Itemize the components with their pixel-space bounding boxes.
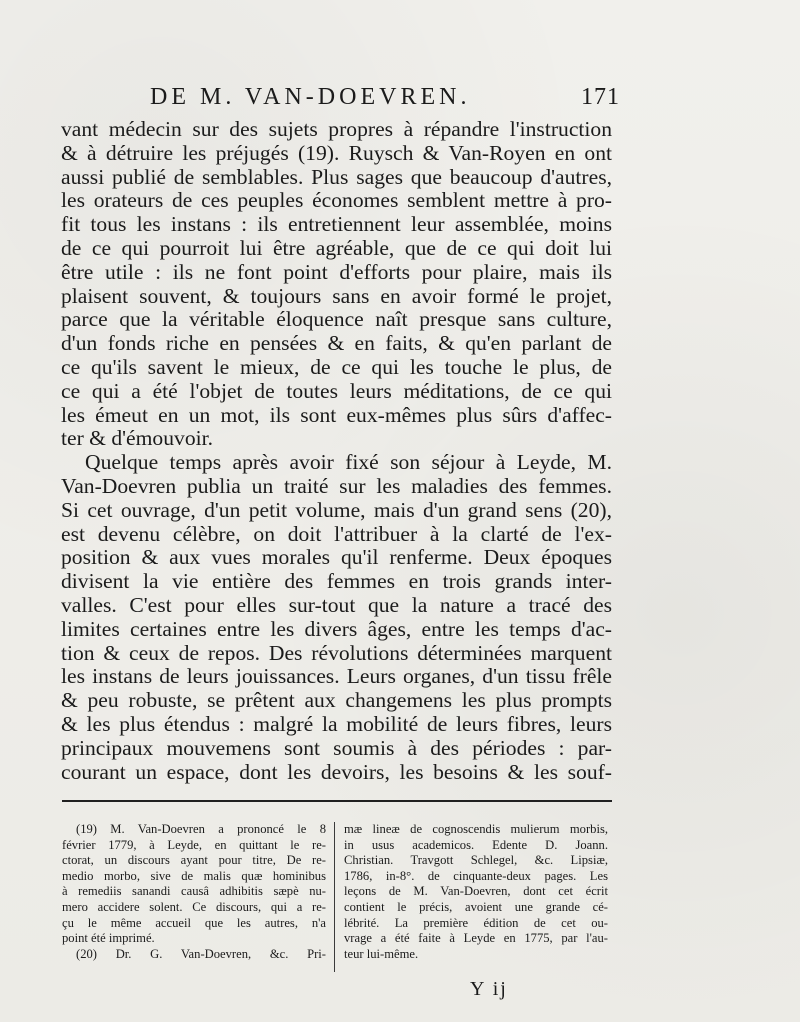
footnote-line: février 1779, à Leyde, en quittant le re- bbox=[62, 837, 326, 852]
footnote-line: leçons de M. Van-Doevren, dont cet écrit bbox=[344, 884, 608, 899]
footnote-column-left bbox=[62, 822, 326, 962]
text-line: est devenu célèbre, on doit l'attribuer à la clarté de l'ex- bbox=[61, 522, 612, 546]
text-line: aussi publié de semblables. Plus sages que beaucoup d'autres, bbox=[61, 165, 612, 189]
text-line: fit tous les instans : ils entretiennent leur assemblée, moins bbox=[61, 213, 612, 237]
text-line: & peu robuste, se prêtent aux changemens les plus prompts bbox=[61, 689, 612, 713]
footnote-line: 1786, in-8°. de cinquante-deux pages. Les bbox=[344, 868, 608, 883]
text-line: ce qu'ils savent le mieux, de ce qui les touche le plus, de bbox=[61, 355, 612, 379]
text-line: courant un espace, dont les devoirs, les besoins & les souf- bbox=[61, 760, 612, 784]
footnote-line: (19) M. Van-Doevren a prononcé le 8 bbox=[76, 822, 326, 836]
text-line: position & aux vues morales qu'il renferme. Deux époques bbox=[61, 546, 612, 570]
text-line: être utile : ils ne font point d'efforts pour plaire, mais ils bbox=[61, 260, 612, 284]
text-line: de ce qui pourroit lui être agréable, que de ce qui doit lui bbox=[61, 236, 612, 260]
text-line: les orateurs de ces peuples économes semblent mettre à pro- bbox=[61, 189, 612, 213]
text-line: & à détruire les préjugés (19). Ruysch & Van-Royen en ont bbox=[61, 141, 612, 165]
footnote-separator-rule bbox=[62, 800, 612, 802]
text-line: limites certaines entre les divers âges, entre les temps d'ac- bbox=[61, 617, 612, 641]
text-line: ter & d'émouvoir. bbox=[61, 427, 214, 451]
footnote-line: (20) Dr. G. Van-Doevren, &c. Pri- bbox=[76, 946, 326, 961]
footnote-line: Christian. Travgott Schlegel, &c. Lipsiæ, bbox=[344, 853, 608, 868]
text-line: Si cet ouvrage, d'un petit volume, mais d'un grand sens (20), bbox=[61, 498, 612, 522]
text-line: parce que la véritable éloquence naît presque sans culture, bbox=[61, 308, 612, 332]
text-line: ce qui a été l'objet de toutes leurs méditations, de ce qui bbox=[61, 379, 612, 403]
text-line: vant médecin sur des sujets propres à répandre l'instruction bbox=[61, 118, 612, 141]
footnote-line: in usus academicos. Edente D. Joann. bbox=[344, 837, 608, 852]
footnote-column-right bbox=[344, 822, 608, 962]
signature-mark: Y ij bbox=[470, 978, 508, 1000]
footnote-line: point été imprimé. bbox=[62, 931, 155, 946]
text-line: Van-Doevren publia un traité sur les maladies des femmes. bbox=[61, 474, 612, 498]
text-line: plaisent souvent, & toujours sans en avoir formé le projet, bbox=[61, 284, 612, 308]
body-text bbox=[61, 118, 612, 784]
footnote-line: medio morbo, sive de malis quæ hominibus bbox=[62, 868, 326, 883]
text-line: & les plus étendus : malgré la mobilité de leurs fibres, leurs bbox=[61, 712, 612, 736]
footnote-line: ctorat, un discours ayant pour titre, De re- bbox=[62, 853, 326, 868]
text-line: tion & ceux de repos. Des révolutions déterminées marquent bbox=[61, 641, 612, 665]
text-line: principaux mouvemens sont soumis à des périodes : par- bbox=[61, 736, 612, 760]
footnote-line: lébrité. La première édition de cet ou- bbox=[344, 915, 608, 930]
footnote-line: mero accidere solent. Ce discours, qui a re- bbox=[62, 899, 326, 914]
text-line: valles. C'est pour elles sur-tout que la nature a tracé des bbox=[61, 593, 612, 617]
footnotes bbox=[62, 822, 612, 982]
text-line: les instans de leurs jouissances. Leurs organes, d'un tissu frêle bbox=[61, 665, 612, 689]
footnote-line: vrage a été faite à Leyde en 1775, par l'au- bbox=[344, 931, 608, 946]
page-number: 171 bbox=[581, 84, 620, 110]
text-line: d'un fonds riche en pensées & en faits, & qu'en parlant de bbox=[61, 332, 612, 356]
footnote-line: mæ lineæ de cognoscendis mulierum morbis, bbox=[344, 822, 608, 836]
footnote-line: à remediis sanandi causâ adhibitis sæpè nu- bbox=[62, 884, 326, 899]
running-header bbox=[150, 84, 620, 114]
text-line: divisent la vie entière des femmes en trois grands inter- bbox=[61, 570, 612, 594]
footnote-column-divider bbox=[334, 822, 335, 972]
footnote-line: teur lui-même. bbox=[344, 946, 419, 961]
text-line: Quelque temps après avoir fixé son séjour à Leyde, M. bbox=[85, 451, 612, 475]
running-title: DE M. VAN-DOEVREN. bbox=[150, 84, 471, 110]
footnote-line: contient le précis, avoient une grande cé- bbox=[344, 899, 608, 914]
text-line: les émeut en un mot, ils sont eux-mêmes plus sûrs d'affec- bbox=[61, 403, 612, 427]
footnote-line: çu le même accueil que les autres, n'a bbox=[62, 915, 326, 930]
